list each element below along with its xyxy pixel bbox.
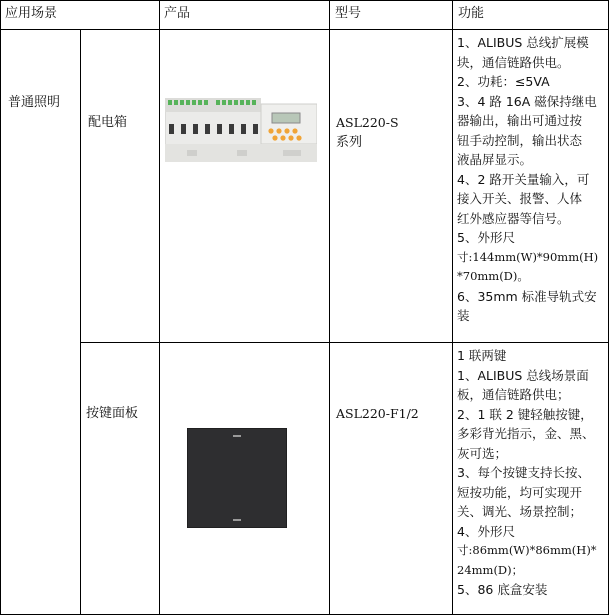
function-line: 2、功耗：≤5VA xyxy=(457,74,550,89)
function-line: 液晶屏显示。 xyxy=(457,152,533,167)
function-line: *70mm(D)。 xyxy=(457,269,529,283)
function-line: 1、ALIBUS 总线场景面 xyxy=(457,367,589,383)
table-border-top xyxy=(0,0,609,1)
function-line: 24mm(D)； xyxy=(457,562,524,577)
col-divider-scene xyxy=(80,29,81,615)
function-line: 3、4 路 16A 磁保持继电 xyxy=(457,93,597,109)
model-series: 系列 xyxy=(336,135,363,150)
function-line: 器输出，输出可通过按 xyxy=(457,113,583,128)
function-line: 4、2 路开关量输入，可 xyxy=(457,171,590,187)
product-name-distribution-box: 配电箱 xyxy=(88,115,128,130)
function-line: 钮手动控制，输出状态 xyxy=(457,132,583,148)
function-list-key-panel xyxy=(457,346,607,600)
key-panel-image xyxy=(187,428,287,528)
col-divider-product xyxy=(159,0,160,615)
function-line: 5、86 底盒安装 xyxy=(457,582,548,597)
function-line: 6、35mm 标准导轨式安 xyxy=(457,288,597,304)
function-line: 4、外形尺 xyxy=(457,523,515,539)
function-line: 1 联两键 xyxy=(457,348,507,363)
function-line: 5、外形尺 xyxy=(457,230,515,245)
function-line: 关、调光、场景控制； xyxy=(457,504,583,519)
function-list-distribution-box xyxy=(457,33,607,326)
header-function: 功能 xyxy=(458,6,485,21)
function-line: 3、每个按键支持长按、 xyxy=(457,465,590,480)
function-line: 红外感应器等信号。 xyxy=(457,210,570,226)
scene-label: 普通照明 xyxy=(8,95,61,110)
header-divider xyxy=(0,29,609,30)
din-rail-module-image xyxy=(165,98,317,162)
col-divider-model xyxy=(329,0,330,615)
function-line: 2、1 联 2 键轻触按键， xyxy=(457,406,593,422)
function-line: 灰可选； xyxy=(457,445,508,461)
function-line: 1、ALIBUS 总线扩展模 xyxy=(457,35,589,50)
function-line: 装 xyxy=(457,308,470,323)
header-scene: 应用场景 xyxy=(5,6,58,21)
col-divider-function xyxy=(452,0,453,615)
model-asl220-f1-2: ASL220-F1/2 xyxy=(336,406,419,421)
function-line: 多彩背光指示，金、黑、 xyxy=(457,426,595,441)
table-border-left xyxy=(0,0,1,615)
header-model: 型号 xyxy=(335,6,362,21)
header-product: 产品 xyxy=(164,6,191,21)
function-line: 接入开关、报警、人体 xyxy=(457,191,583,206)
product-name-key-panel: 按键面板 xyxy=(86,406,139,421)
function-line: 块，通信链路供电。 xyxy=(457,54,570,70)
function-line: 寸:86mm(W)*86mm(H)* xyxy=(457,543,597,557)
function-line: 短按功能，均可实现开 xyxy=(457,484,583,500)
function-line: 寸:144mm(W)*90mm(H) xyxy=(457,249,599,264)
function-line: 板，通信链路供电； xyxy=(457,387,570,402)
model-asl220-s: ASL220-S xyxy=(336,115,399,130)
